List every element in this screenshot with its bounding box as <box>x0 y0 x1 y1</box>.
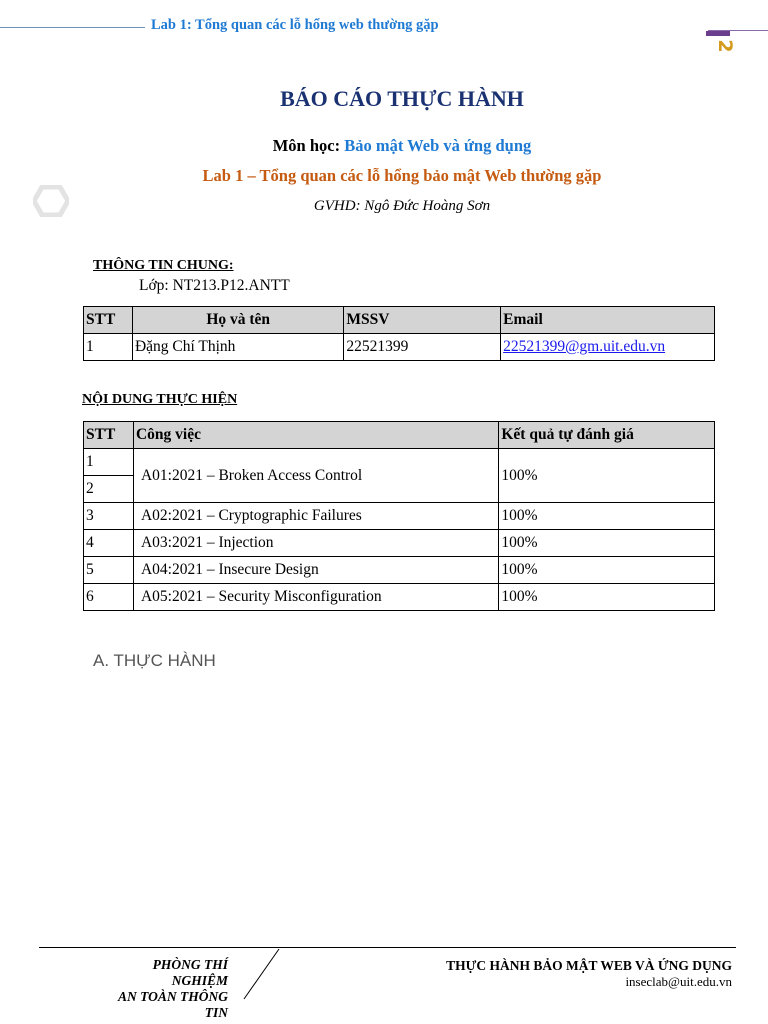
instructor-line: GVHD: Ngô Đức Hoàng Sơn <box>313 198 491 214</box>
subject-label: Môn học: <box>272 136 341 155</box>
mssv-cell: 22521399 <box>344 334 501 361</box>
result-cell: 100% <box>499 530 715 557</box>
column-header: Email <box>501 307 715 334</box>
stt-cell: 3 <box>84 503 134 530</box>
footer-left-line: AN TOÀN THÔNG TIN <box>117 989 228 1020</box>
table-row <box>84 334 715 361</box>
table-row <box>84 557 715 584</box>
footer-email: inseclab@uit.edu.vn <box>625 974 732 989</box>
tasks-heading: NỘI DUNG THỰC HIỆN <box>82 392 238 407</box>
subject-value: Bảo mật Web và ứng dụng <box>344 136 532 155</box>
stt-cell: 1 <box>84 334 133 361</box>
stt-cell: 4 <box>84 530 134 557</box>
column-header: Công việc <box>133 422 498 449</box>
result-cell: 100% <box>499 449 715 503</box>
footer-divider <box>238 948 283 1000</box>
name-cell: Đặng Chí Thịnh <box>132 334 343 361</box>
column-header: Họ và tên <box>132 307 343 334</box>
table-row <box>84 584 715 611</box>
general-info-heading: THÔNG TIN CHUNG: <box>93 258 234 273</box>
table-row <box>84 530 715 557</box>
task-cell: A02:2021 – Cryptographic Failures <box>133 503 498 530</box>
result-cell: 100% <box>499 503 715 530</box>
email-cell <box>501 334 715 361</box>
report-title: BÁO CÁO THỰC HÀNH <box>280 86 524 111</box>
footer-lab-name <box>94 957 228 1021</box>
stt-cell: 2 <box>84 476 134 503</box>
footer-course-name: THỰC HÀNH BẢO MẬT WEB VÀ ỨNG DỤNG <box>446 958 732 973</box>
task-cell: A01:2021 – Broken Access Control <box>133 449 498 503</box>
column-header: MSSV <box>344 307 501 334</box>
section-a-heading: A. THỰC HÀNH <box>93 651 216 670</box>
column-header: Kết quả tự đánh giá <box>499 422 715 449</box>
table-row <box>84 503 715 530</box>
subject-line <box>0 136 768 156</box>
result-cell: 100% <box>499 584 715 611</box>
email-link[interactable]: 22521399@gm.uit.edu.vn <box>503 338 666 355</box>
table-row <box>84 449 715 476</box>
stt-cell: 6 <box>84 584 134 611</box>
task-cell: A04:2021 – Insecure Design <box>133 557 498 584</box>
tasks-table <box>83 421 715 611</box>
task-cell: A05:2021 – Security Misconfiguration <box>133 584 498 611</box>
result-cell: 100% <box>499 557 715 584</box>
table-header-row <box>84 307 715 334</box>
header-title: Lab 1: Tổng quan các lỗ hổng web thường gặp <box>151 17 439 33</box>
table-header-row <box>84 422 715 449</box>
stt-cell: 5 <box>84 557 134 584</box>
class-line: Lớp: NT213.P12.ANTT <box>139 277 290 294</box>
column-header: STT <box>84 422 134 449</box>
footer-rule <box>39 947 736 948</box>
lab-title: Lab 1 – Tổng quan các lỗ hổng bảo mật Web thường gặp <box>202 166 602 185</box>
page-number: 2 <box>714 39 736 53</box>
stt-cell: 1 <box>84 449 134 476</box>
footer-left-line: PHÒNG THÍ NGHIỆM <box>152 957 228 988</box>
column-header: STT <box>84 307 133 334</box>
header-rule-left <box>0 27 145 28</box>
task-cell: A03:2021 – Injection <box>133 530 498 557</box>
student-info-table <box>83 306 715 361</box>
